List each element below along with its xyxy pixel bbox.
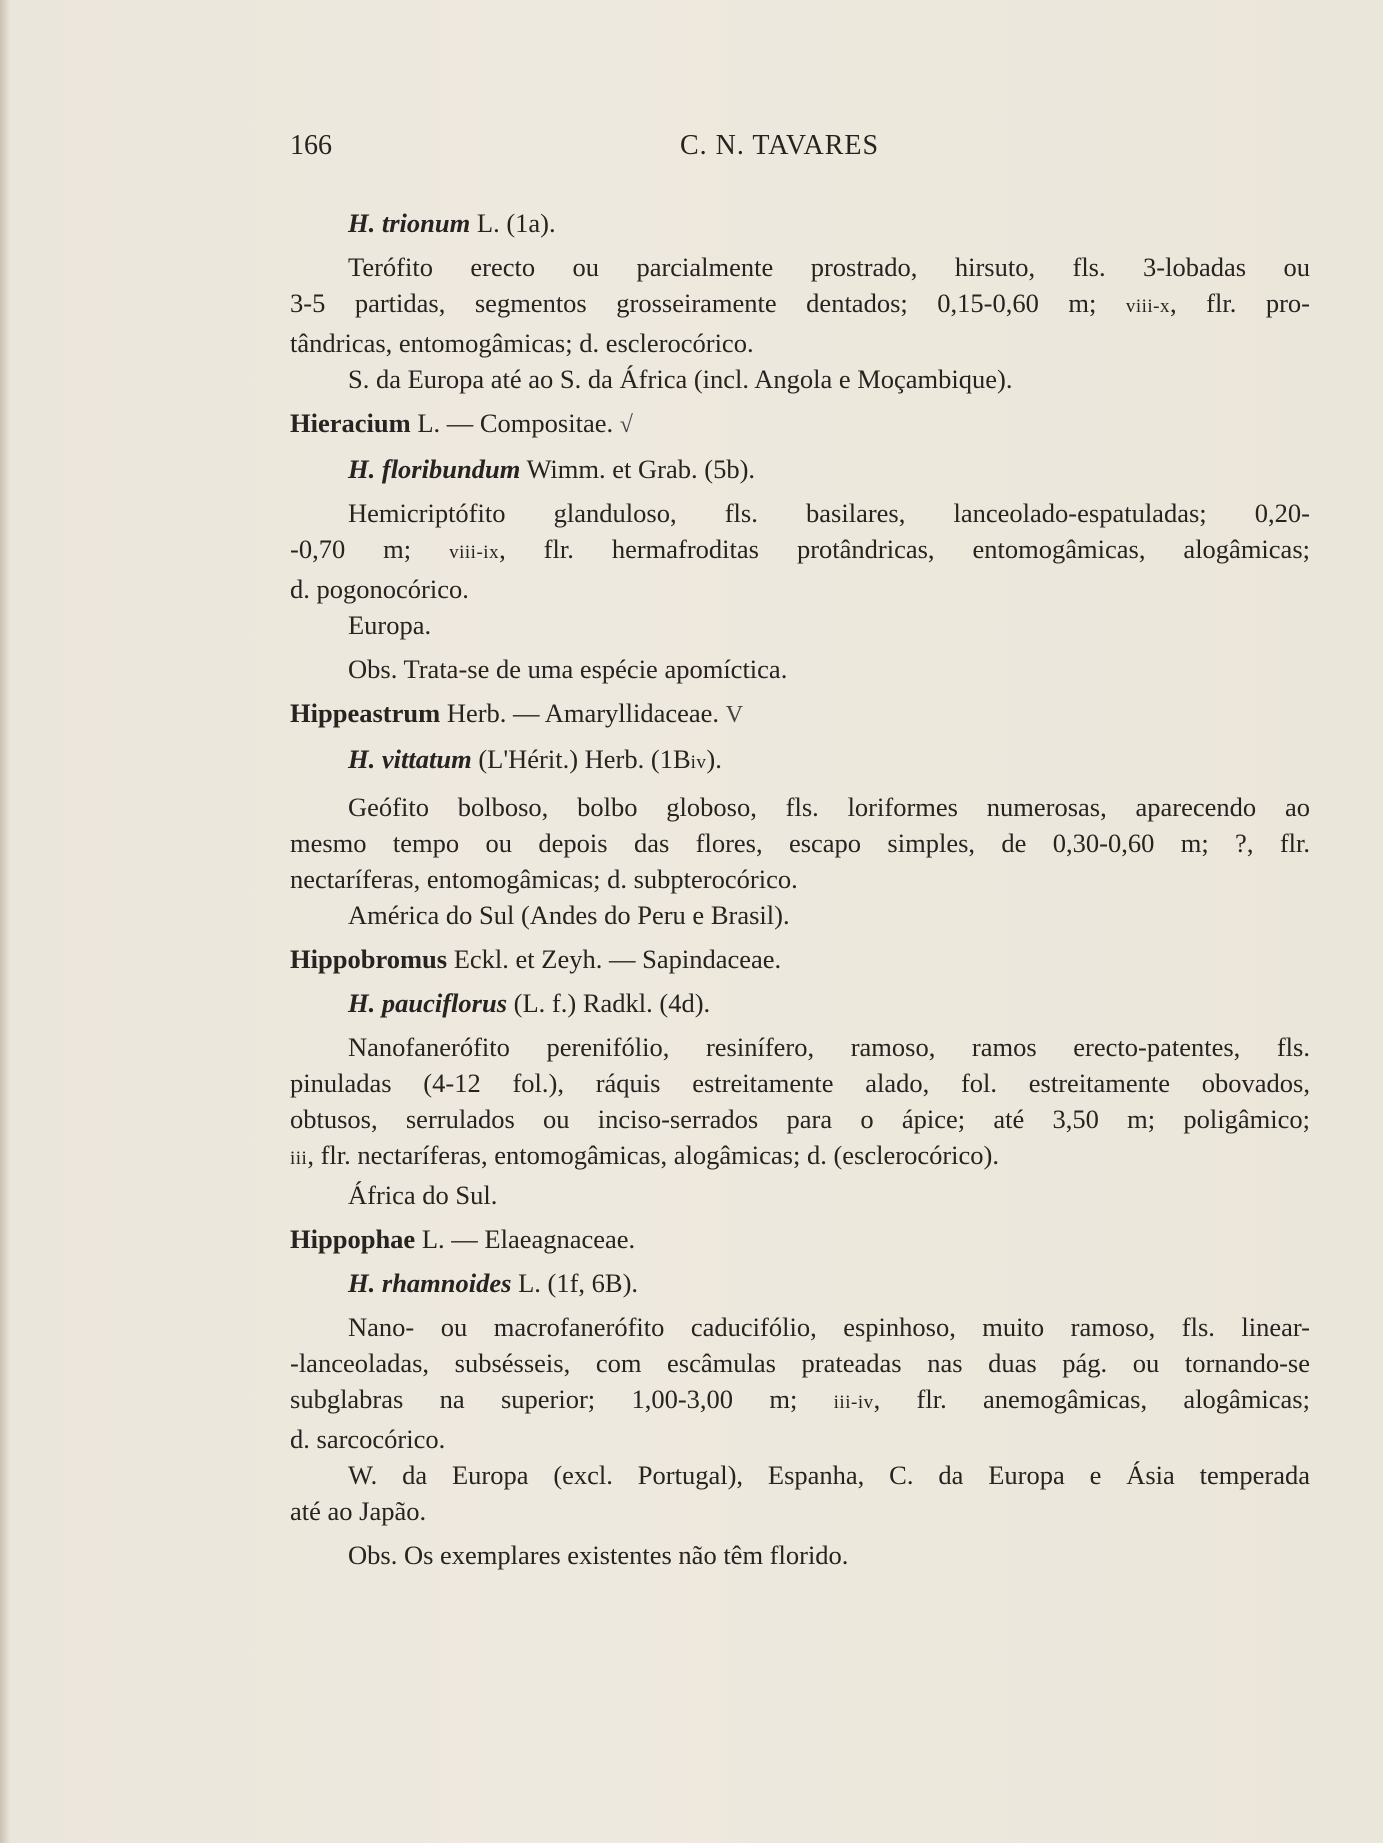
description-line: Nanofanerófito perenifólio, resinífero, ramoso, ramos erecto-patentes, fls.	[348, 1032, 1310, 1062]
species-heading: H. pauciflorus (L. f.) Radkl. (4d).	[348, 988, 711, 1018]
observation: Obs. Trata-se de uma espécie apomíctica.	[348, 654, 788, 684]
description-line: -0,70 m; viii-ix, flr. hermafroditas protândricas, entomogâmicas, alogâmicas;	[290, 534, 1310, 564]
description-line: Hemicriptófito glanduloso, fls. basilares, lanceolado-espatuladas; 0,20-	[348, 498, 1310, 528]
description-line: subglabras na superior; 1,00-3,00 m; iii-iv, flr. anemogâmicas, alogâmicas;	[290, 1384, 1310, 1414]
species-heading: H. trionum L. (1a).	[348, 208, 556, 238]
description-line: 3-5 partidas, segmentos grosseiramente dentados; 0,15-0,60 m; viii-x, flr. pro-	[290, 288, 1310, 318]
description-line: Geófito bolboso, bolbo globoso, fls. loriformes numerosas, aparecendo ao	[348, 792, 1310, 822]
description-line: pinuladas (4-12 fol.), ráquis estreitamente alado, fol. estreitamente obovados,	[290, 1068, 1310, 1098]
check-mark: √	[619, 412, 633, 438]
genus-heading: Hippophae L. — Elaeagnaceae.	[290, 1224, 636, 1254]
description-line: -lanceoladas, subsésseis, com escâmulas prateadas nas duas pág. ou tornando-se	[290, 1348, 1310, 1378]
description-line: Terófito erecto ou parcialmente prostrado, hirsuto, fls. 3-lobadas ou	[348, 252, 1310, 282]
description-line: mesmo tempo ou depois das flores, escapo simples, de 0,30-0,60 m; ?, flr.	[290, 828, 1310, 858]
description-line: nectaríferas, entomogâmicas; d. subpterocórico.	[290, 864, 798, 894]
distribution: Europa.	[348, 610, 432, 640]
distribution: S. da Europa até ao S. da África (incl. Angola e Moçambique).	[348, 364, 1013, 394]
distribution: até ao Japão.	[290, 1496, 427, 1526]
distribution: W. da Europa (excl. Portugal), Espanha, C. da Europa e Ásia temperada	[348, 1460, 1310, 1490]
distribution: África do Sul.	[348, 1180, 498, 1210]
species-heading: H. vittatum (L'Hérit.) Herb. (1Biv).	[348, 744, 722, 774]
observation: Obs. Os exemplares existentes não têm florido.	[348, 1540, 849, 1570]
genus-heading: Hieracium L. — Compositae. √	[290, 408, 633, 438]
page-number: 166	[290, 130, 332, 161]
description-line: Nano- ou macrofanerófito caducifólio, espinhoso, muito ramoso, fls. linear-	[348, 1312, 1310, 1342]
v-mark: V	[725, 702, 744, 728]
species-heading: H. rhamnoides L. (1f, 6B).	[348, 1268, 639, 1298]
distribution: América do Sul (Andes do Peru e Brasil).	[348, 900, 790, 930]
genus-heading: Hippeastrum Herb. — Amaryllidaceae. V	[290, 698, 744, 728]
description-line: iii, flr. nectaríferas, entomogâmicas, alogâmicas; d. (esclerocórico).	[290, 1140, 999, 1170]
page-edge	[0, 0, 10, 1843]
body-text	[290, 205, 1310, 1573]
description-line: obtusos, serrulados ou inciso-serrados para o ápice; até 3,50 m; poligâmico;	[290, 1104, 1310, 1134]
description-line: tândricas, entomogâmicas; d. esclerocórico.	[290, 328, 754, 358]
species-heading: H. floribundum Wimm. et Grab. (5b).	[348, 454, 756, 484]
running-author: C. N. TAVARES	[680, 130, 880, 161]
genus-heading: Hippobromus Eckl. et Zeyh. — Sapindaceae.	[290, 944, 782, 974]
description-line: d. sarcocórico.	[290, 1424, 446, 1454]
description-line: d. pogonocórico.	[290, 574, 469, 604]
